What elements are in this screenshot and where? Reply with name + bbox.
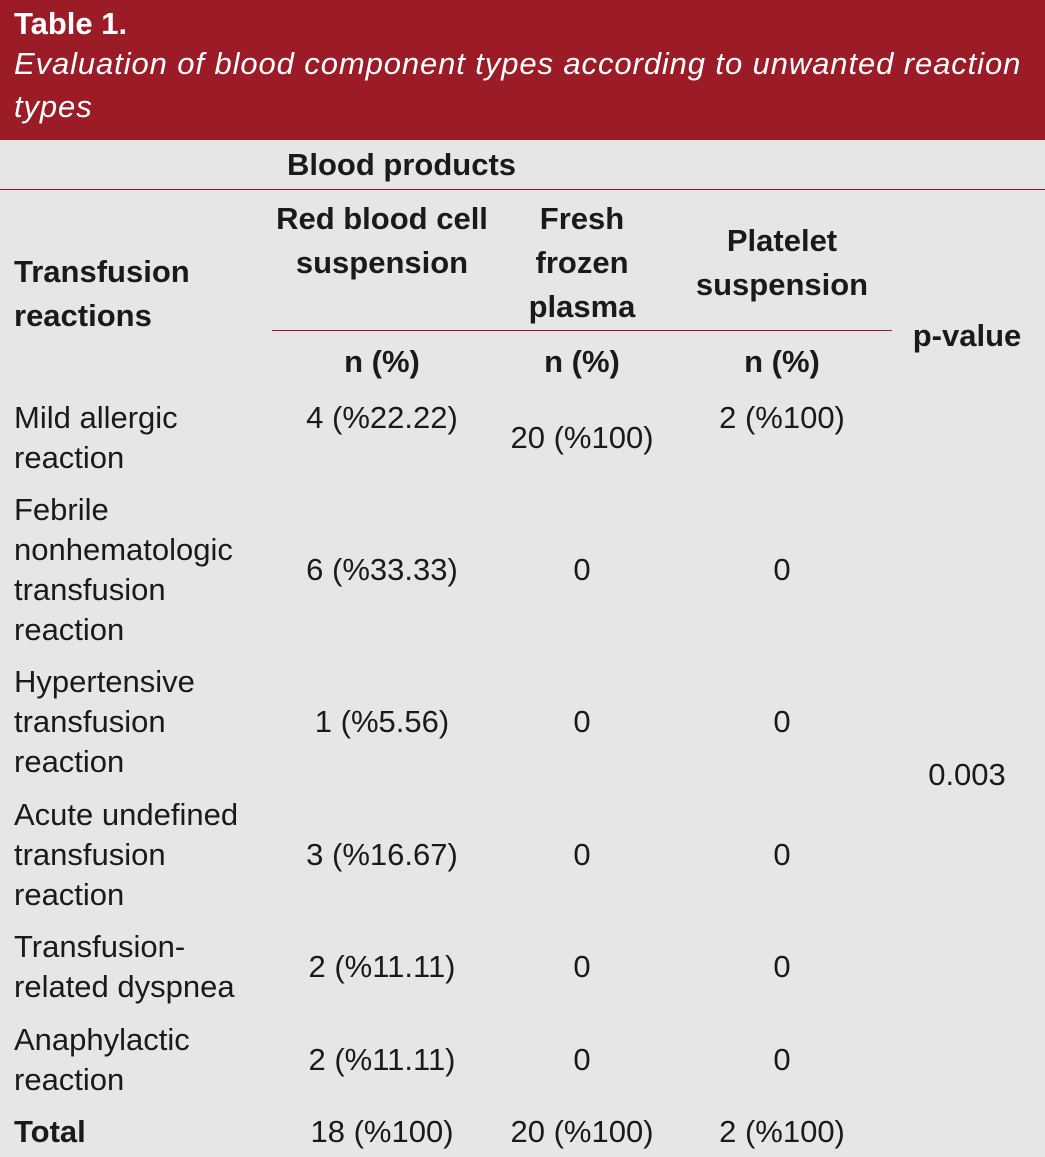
table-number: Table 1. <box>14 6 128 41</box>
row-platelet-value: 0 <box>773 1042 791 1077</box>
row-rbc-value: 2 (%11.11) <box>308 1042 456 1077</box>
total-label: Total <box>14 1114 86 1149</box>
column-header-platelet: Platelet suspension <box>695 223 869 302</box>
pvalue-header: p-value <box>912 318 1022 353</box>
total-platelet-value: 2 (%100) <box>719 1114 845 1149</box>
row-rbc-value: 3 (%16.67) <box>306 837 458 872</box>
row-label: Hypertensive transfusion reaction <box>14 664 195 779</box>
row-label: Anaphylactic reaction <box>14 1022 190 1097</box>
unit-platelet: n (%) <box>744 344 820 379</box>
row-rbc-value: 6 (%33.33) <box>306 552 458 587</box>
unit-rbc: n (%) <box>344 344 420 379</box>
transfusion-reactions-header: Transfusion reactions <box>14 254 190 333</box>
pvalue: 0.003 <box>928 757 1006 792</box>
row-platelet-value: 2 (%100) <box>719 400 845 435</box>
row-label: Transfusion-related dyspnea <box>14 929 235 1004</box>
row-rbc-value: 2 (%11.11) <box>308 949 456 984</box>
total-rbc-value: 18 (%100) <box>310 1114 454 1149</box>
row-platelet-value: 0 <box>773 552 791 587</box>
row-ffp-value: 20 (%100) <box>510 420 654 455</box>
row-rbc-value: 1 (%5.56) <box>314 704 450 739</box>
column-header-rbc: Red blood cell suspension <box>276 201 488 280</box>
row-label: Acute undefined transfusion reaction <box>14 797 239 912</box>
unit-ffp: n (%) <box>544 344 620 379</box>
row-rbc-value: 4 (%22.22) <box>306 400 458 435</box>
table-caption: Evaluation of blood component types according to unwanted reaction types <box>14 46 1022 124</box>
row-label: Febrile nonhematologic transfusion reaction <box>14 492 233 647</box>
row-platelet-value: 0 <box>773 949 791 984</box>
row-ffp-value: 0 <box>573 1042 591 1077</box>
row-ffp-value: 0 <box>573 837 591 872</box>
column-header-ffp: Fresh frozen plasma <box>528 201 636 324</box>
row-ffp-value: 0 <box>573 704 591 739</box>
row-ffp-value: 0 <box>573 552 591 587</box>
row-ffp-value: 0 <box>573 949 591 984</box>
total-ffp-value: 20 (%100) <box>510 1114 654 1149</box>
blood-products-header: Blood products <box>287 147 517 182</box>
header-rule-sub <box>272 330 892 331</box>
table-title-banner <box>0 0 1045 140</box>
row-platelet-value: 0 <box>773 837 791 872</box>
header-rule-top <box>0 189 1045 190</box>
row-label: Mild allergic reaction <box>14 400 178 475</box>
row-platelet-value: 0 <box>773 704 791 739</box>
